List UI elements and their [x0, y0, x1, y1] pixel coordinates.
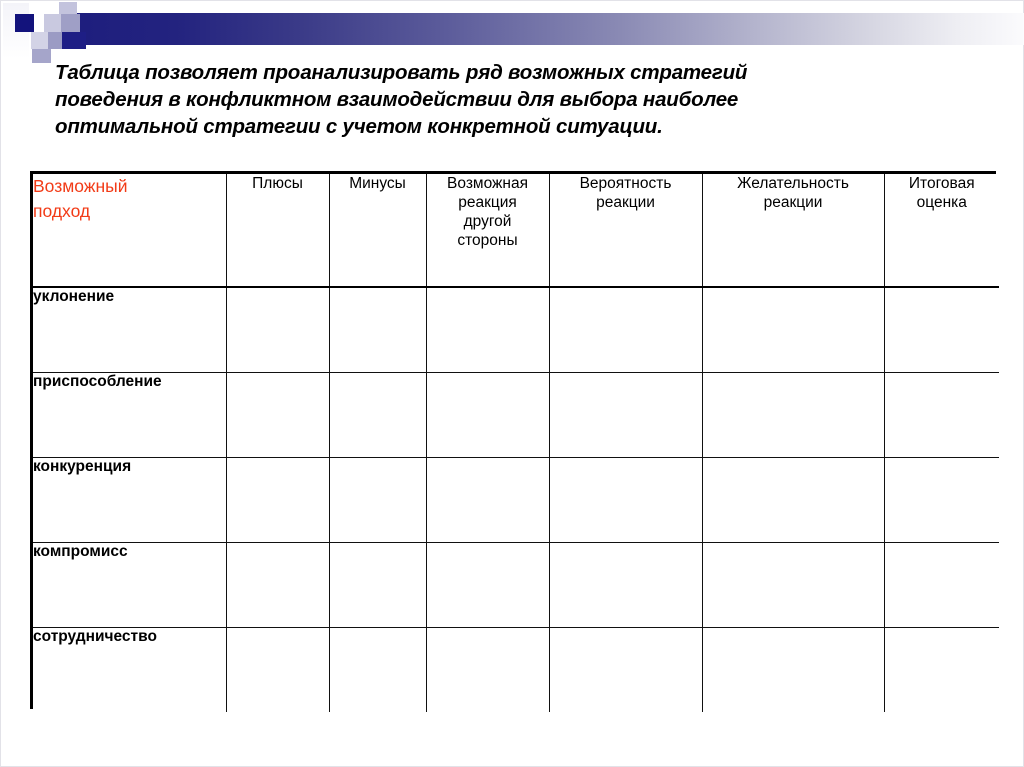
cell-cooperation-final-score[interactable] [884, 627, 999, 712]
column-header-pros [226, 174, 329, 287]
row-label-avoidance: уклонение [33, 287, 226, 372]
column-header-possible-reaction-line-3: другой [463, 213, 512, 230]
column-header-possible-reaction [426, 174, 549, 287]
slide-title-line-2: поведения в конфликтном взаимодействии для выбора наиболее [55, 88, 739, 111]
column-header-approach-line-2: подход [33, 201, 91, 221]
cell-avoidance-pros[interactable] [226, 287, 329, 372]
decor-square-lavender-bottom [32, 49, 51, 63]
decor-square-navy-low [62, 32, 86, 49]
cell-accommodation-reaction-probability[interactable] [549, 372, 702, 457]
column-header-reaction-desirability-line-2: реакции [763, 194, 823, 211]
cell-cooperation-reaction-desirability[interactable] [702, 627, 884, 712]
cell-cooperation-reaction-probability[interactable] [549, 627, 702, 712]
slide-header-decoration [1, 1, 1024, 63]
cell-accommodation-possible-reaction[interactable] [426, 372, 549, 457]
column-header-cons-line-1: Минусы [349, 175, 406, 192]
decor-square-pale-mid [44, 14, 62, 32]
cell-competition-cons[interactable] [329, 457, 426, 542]
column-header-approach [33, 174, 226, 287]
cell-compromise-reaction-desirability[interactable] [702, 542, 884, 627]
cell-compromise-pros[interactable] [226, 542, 329, 627]
cell-compromise-final-score[interactable] [884, 542, 999, 627]
row-label-accommodation: приспособление [33, 372, 226, 457]
cell-cooperation-possible-reaction[interactable] [426, 627, 549, 712]
cell-competition-possible-reaction[interactable] [426, 457, 549, 542]
cell-accommodation-reaction-desirability[interactable] [702, 372, 884, 457]
table-row [33, 457, 999, 542]
table-row [33, 287, 999, 372]
cell-competition-final-score[interactable] [884, 457, 999, 542]
cell-avoidance-final-score[interactable] [884, 287, 999, 372]
cell-competition-pros[interactable] [226, 457, 329, 542]
column-header-reaction-probability-line-1: Вероятность [579, 175, 672, 192]
strategy-matrix [33, 174, 999, 712]
slide-title-line-3: оптимальной стратегии с учетом конкретной ситуации. [55, 115, 663, 138]
table-row [33, 372, 999, 457]
table-header-row [33, 174, 999, 287]
column-header-reaction-probability [549, 174, 702, 287]
column-header-cons [329, 174, 426, 287]
cell-avoidance-cons[interactable] [329, 287, 426, 372]
table-row [33, 542, 999, 627]
cell-cooperation-pros[interactable] [226, 627, 329, 712]
column-header-possible-reaction-line-1: Возможная [447, 175, 528, 192]
row-label-compromise: компромисс [33, 542, 226, 627]
cell-compromise-possible-reaction[interactable] [426, 542, 549, 627]
column-header-possible-reaction-line-2: реакция [458, 194, 517, 211]
cell-competition-reaction-desirability[interactable] [702, 457, 884, 542]
cell-avoidance-possible-reaction[interactable] [426, 287, 549, 372]
cell-avoidance-reaction-desirability[interactable] [702, 287, 884, 372]
cell-compromise-reaction-probability[interactable] [549, 542, 702, 627]
cell-avoidance-reaction-probability[interactable] [549, 287, 702, 372]
column-header-approach-line-1: Возможный [33, 176, 128, 196]
column-header-reaction-desirability-line-1: Желательность [737, 175, 849, 192]
column-header-pros-line-1: Плюсы [252, 175, 303, 192]
column-header-final-score-line-2: оценка [916, 194, 967, 211]
table-row [33, 627, 999, 712]
column-header-reaction-probability-line-2: реакции [596, 194, 655, 211]
decor-gradient-bar [61, 13, 1024, 45]
cell-accommodation-cons[interactable] [329, 372, 426, 457]
strategy-matrix-table [30, 171, 996, 709]
slide-title [55, 59, 935, 140]
decor-square-lavender-mid [61, 14, 80, 32]
column-header-final-score [884, 174, 999, 287]
cell-competition-reaction-probability[interactable] [549, 457, 702, 542]
slide-title-line-1: Таблица позволяет проанализировать ряд возможных стратегий [55, 61, 748, 84]
cell-cooperation-cons[interactable] [329, 627, 426, 712]
cell-compromise-cons[interactable] [329, 542, 426, 627]
decor-square-navy [15, 14, 34, 32]
decor-square-light-low [31, 32, 49, 49]
column-header-reaction-desirability [702, 174, 884, 287]
column-header-possible-reaction-line-4: стороны [457, 232, 518, 249]
column-header-final-score-line-1: Итоговая [908, 175, 975, 192]
row-label-competition: конкуренция [33, 457, 226, 542]
cell-accommodation-pros[interactable] [226, 372, 329, 457]
row-label-cooperation: сотрудничество [33, 627, 226, 712]
cell-accommodation-final-score[interactable] [884, 372, 999, 457]
